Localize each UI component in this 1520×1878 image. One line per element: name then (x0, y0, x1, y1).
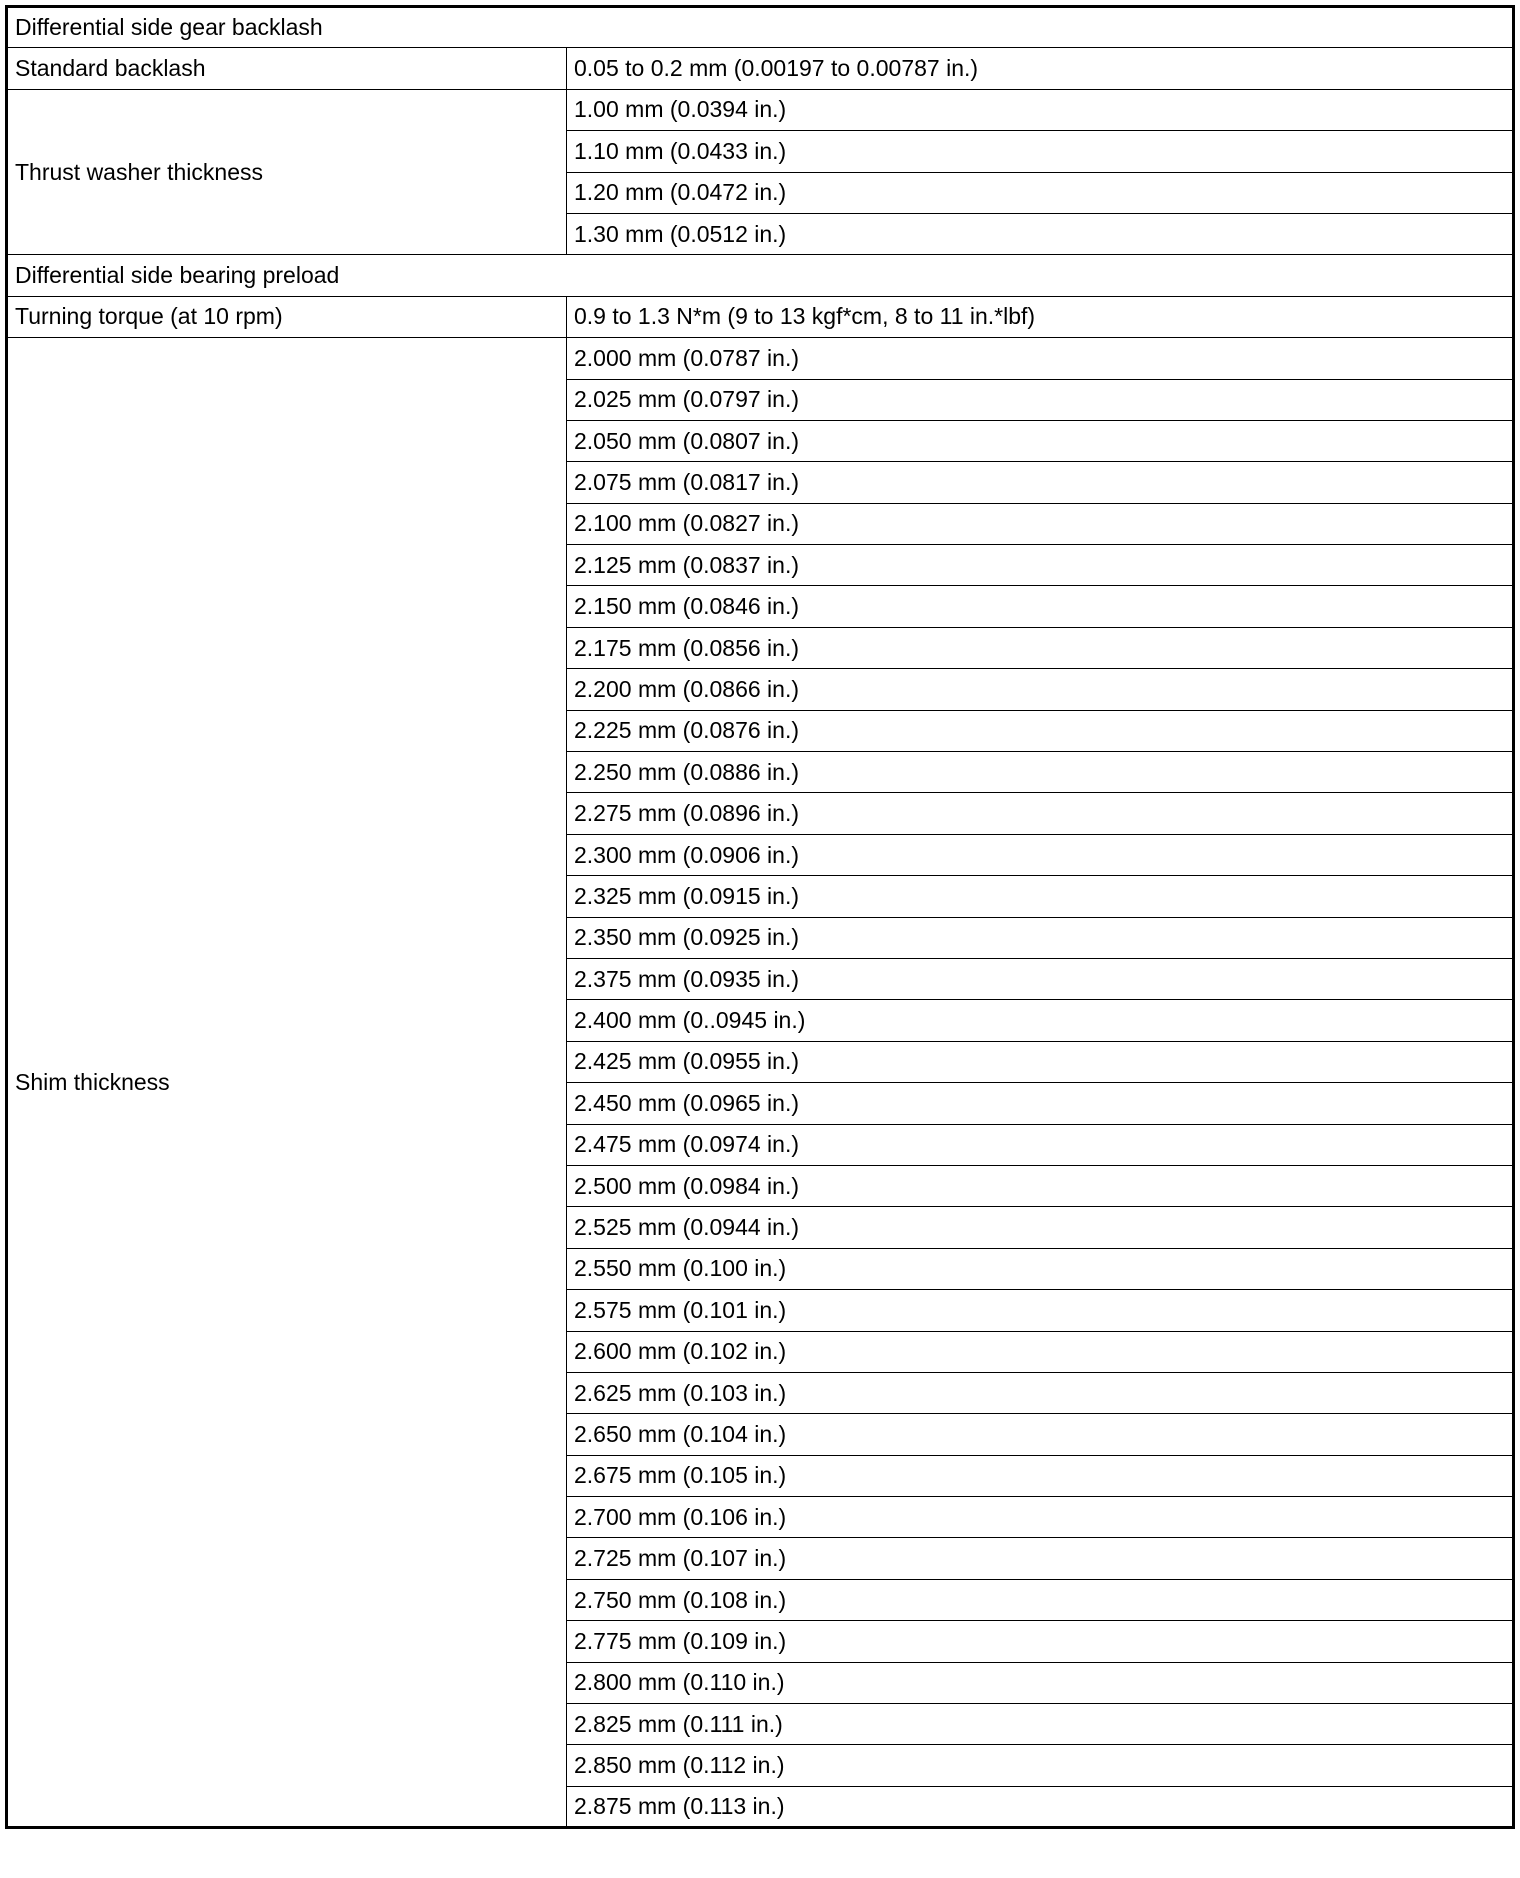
spec-value: 2.350 mm (0.0925 in.) (567, 917, 1514, 958)
spec-value: 2.000 mm (0.0787 in.) (567, 338, 1514, 379)
table-row (7, 89, 1514, 130)
spec-value: 2.100 mm (0.0827 in.) (567, 503, 1514, 544)
spec-value: 1.30 mm (0.0512 in.) (567, 213, 1514, 254)
spec-value: 0.9 to 1.3 N*m (9 to 13 kgf*cm, 8 to 11 in.*lbf) (567, 296, 1514, 337)
spec-label: Turning torque (at 10 rpm) (7, 296, 567, 337)
spec-label: Thrust washer thickness (7, 89, 567, 255)
section-header-row (7, 255, 1514, 296)
spec-value: 2.300 mm (0.0906 in.) (567, 834, 1514, 875)
spec-value: 2.050 mm (0.0807 in.) (567, 420, 1514, 461)
spec-table (5, 5, 1515, 1829)
spec-value: 2.725 mm (0.107 in.) (567, 1538, 1514, 1579)
spec-value: 1.00 mm (0.0394 in.) (567, 89, 1514, 130)
spec-value: 2.875 mm (0.113 in.) (567, 1786, 1514, 1827)
spec-value: 2.575 mm (0.101 in.) (567, 1290, 1514, 1331)
spec-value: 2.675 mm (0.105 in.) (567, 1455, 1514, 1496)
table-row (7, 338, 1514, 379)
spec-value: 2.075 mm (0.0817 in.) (567, 462, 1514, 503)
spec-value: 2.550 mm (0.100 in.) (567, 1248, 1514, 1289)
spec-value: 1.20 mm (0.0472 in.) (567, 172, 1514, 213)
spec-value: 2.825 mm (0.111 in.) (567, 1704, 1514, 1745)
spec-label: Standard backlash (7, 48, 567, 89)
spec-value: 2.650 mm (0.104 in.) (567, 1414, 1514, 1455)
spec-value: 2.225 mm (0.0876 in.) (567, 710, 1514, 751)
spec-value: 2.200 mm (0.0866 in.) (567, 669, 1514, 710)
spec-table-body (7, 7, 1514, 1828)
section-header: Differential side gear backlash (7, 7, 1514, 48)
spec-label: Shim thickness (7, 338, 567, 1828)
spec-value: 2.425 mm (0.0955 in.) (567, 1041, 1514, 1082)
spec-value: 2.850 mm (0.112 in.) (567, 1745, 1514, 1786)
spec-value: 2.750 mm (0.108 in.) (567, 1579, 1514, 1620)
spec-value: 2.450 mm (0.0965 in.) (567, 1083, 1514, 1124)
spec-value: 2.475 mm (0.0974 in.) (567, 1124, 1514, 1165)
spec-value: 2.250 mm (0.0886 in.) (567, 752, 1514, 793)
section-header: Differential side bearing preload (7, 255, 1514, 296)
spec-value: 0.05 to 0.2 mm (0.00197 to 0.00787 in.) (567, 48, 1514, 89)
spec-value: 2.625 mm (0.103 in.) (567, 1372, 1514, 1413)
spec-value: 2.775 mm (0.109 in.) (567, 1621, 1514, 1662)
spec-value: 2.025 mm (0.0797 in.) (567, 379, 1514, 420)
spec-value: 2.325 mm (0.0915 in.) (567, 876, 1514, 917)
spec-value: 2.525 mm (0.0944 in.) (567, 1207, 1514, 1248)
spec-value: 2.175 mm (0.0856 in.) (567, 627, 1514, 668)
spec-value: 2.600 mm (0.102 in.) (567, 1331, 1514, 1372)
spec-value: 2.400 mm (0..0945 in.) (567, 1000, 1514, 1041)
spec-value: 2.800 mm (0.110 in.) (567, 1662, 1514, 1703)
table-row (7, 296, 1514, 337)
spec-value: 1.10 mm (0.0433 in.) (567, 131, 1514, 172)
spec-value: 2.500 mm (0.0984 in.) (567, 1165, 1514, 1206)
spec-value: 2.700 mm (0.106 in.) (567, 1497, 1514, 1538)
spec-value: 2.275 mm (0.0896 in.) (567, 793, 1514, 834)
spec-value: 2.125 mm (0.0837 in.) (567, 545, 1514, 586)
spec-value: 2.375 mm (0.0935 in.) (567, 958, 1514, 999)
section-header-row (7, 7, 1514, 48)
table-row (7, 48, 1514, 89)
spec-value: 2.150 mm (0.0846 in.) (567, 586, 1514, 627)
